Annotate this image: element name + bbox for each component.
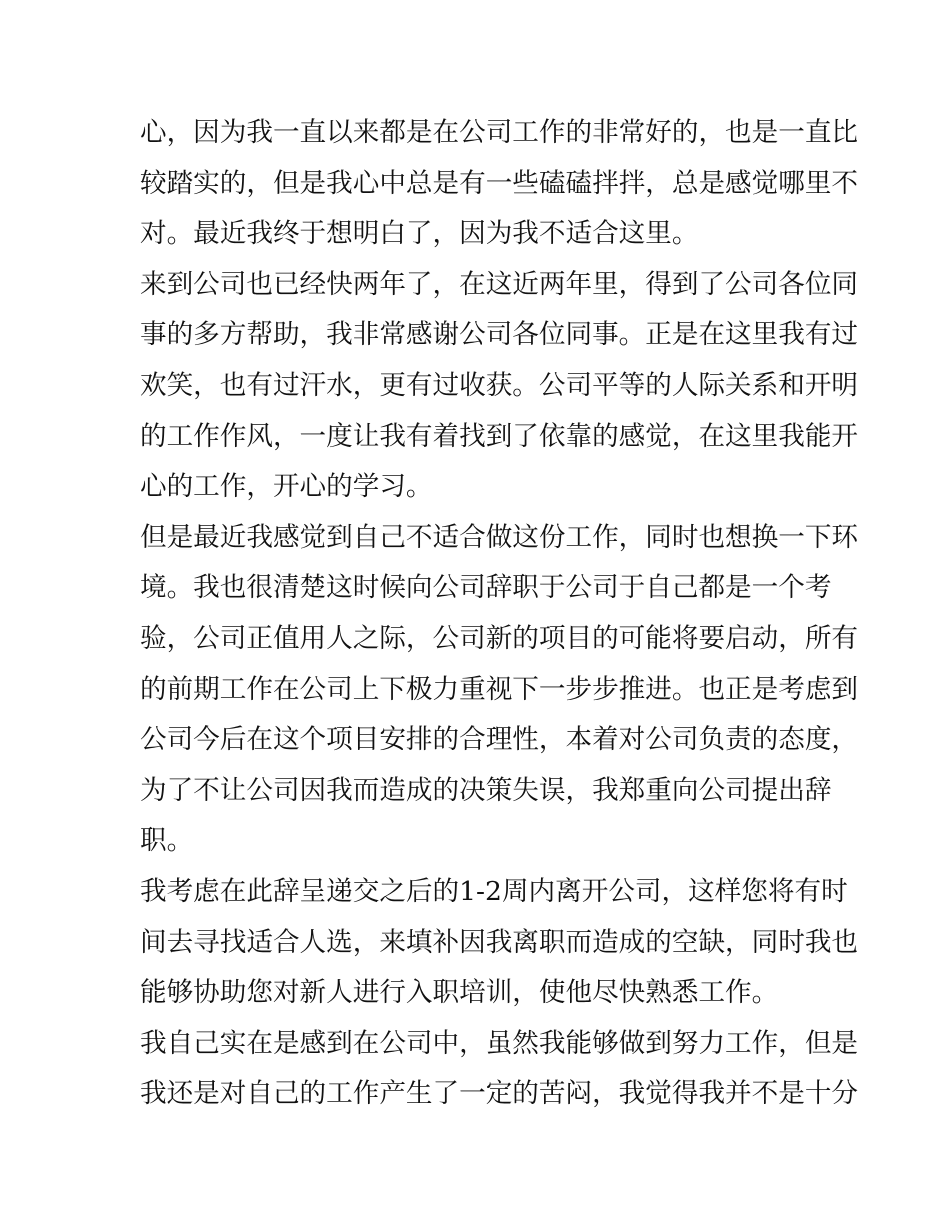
- text-line: 来到公司也已经快两年了，在这近两年里，得到了公司各位同: [140, 268, 859, 300]
- text-line: 能够协助您对新人进行入职培训，使他尽快熟悉工作。: [140, 977, 779, 1009]
- text-line: 的前期工作在公司上下极力重视下一步步推进。也正是考虑到: [140, 673, 859, 705]
- text-line: 为了不让公司因我而造成的决策失误，我郑重向公司提出辞: [140, 774, 832, 806]
- paragraph: [140, 108, 859, 260]
- text-line: 间去寻找适合人选，来填补因我离职而造成的空缺，同时我也: [140, 926, 859, 958]
- text-line: 我自己实在是感到在公司中，虽然我能够做到努力工作，但是: [140, 1027, 859, 1059]
- text-line: 较踏实的，但是我心中总是有一些磕磕拌拌，总是感觉哪里不: [140, 167, 859, 199]
- text-line: 验，公司正值用人之际，公司新的项目的可能将要启动，所有: [140, 622, 859, 654]
- text-line: 公司今后在这个项目安排的合理性，本着对公司负责的态度，: [140, 724, 859, 756]
- text-line: 对。最近我终于想明白了，因为我不适合这里。: [140, 218, 699, 250]
- paragraph: [140, 513, 859, 867]
- text-line: 事的多方帮助，我非常感谢公司各位同事。正是在这里我有过: [140, 319, 859, 351]
- text-line: 我考虑在此辞呈递交之后的1-2周内离开公司，这样您将有时: [140, 875, 848, 907]
- text-line: 但是最近我感觉到自己不适合做这份工作，同时也想换一下环: [140, 521, 859, 553]
- text-line: 我还是对自己的工作产生了一定的苦闷，我觉得我并不是十分: [140, 1078, 859, 1110]
- text-line: 职。: [140, 825, 194, 857]
- text-line: 的工作作风，一度让我有着找到了依靠的感觉，在这里我能开: [140, 420, 859, 452]
- paragraph: [140, 1019, 859, 1120]
- text-line: 心的工作，开心的学习。: [140, 471, 433, 503]
- text-line: 境。我也很清楚这时候向公司辞职于公司于自己都是一个考: [140, 572, 832, 604]
- paragraph: [140, 260, 859, 513]
- text-line: 心，因为我一直以来都是在公司工作的非常好的，也是一直比: [140, 117, 859, 148]
- document-page: [140, 108, 859, 1120]
- paragraph: [140, 867, 859, 1019]
- text-line: 欢笑，也有过汗水，更有过收获。公司平等的人际关系和开明: [140, 369, 859, 401]
